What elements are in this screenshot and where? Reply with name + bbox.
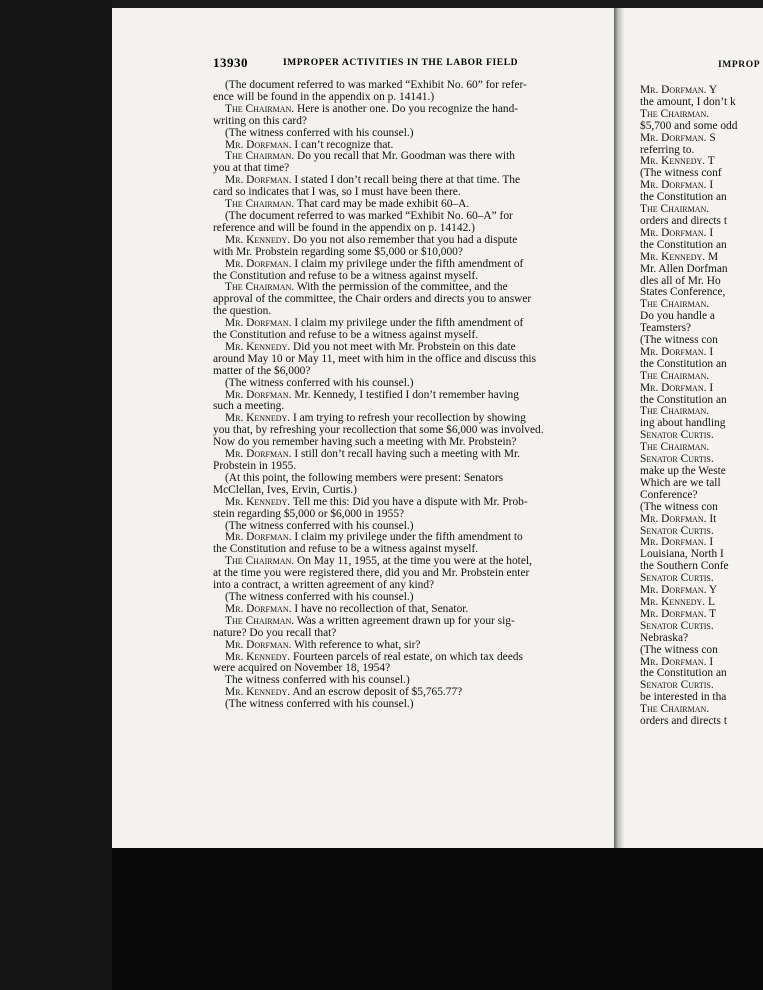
speaker-name: Mr. Dorfman. — [225, 174, 292, 187]
speaker-name: Mr. Dorfman. — [225, 388, 292, 401]
speaker-name: The Chairman. — [225, 150, 295, 163]
line-text: the amount, I don’t k — [640, 95, 736, 108]
line-text: ence will be found in the appendix on p. 14141.) — [213, 90, 435, 103]
line-text: the question. — [213, 305, 272, 318]
left-page-header — [213, 55, 608, 71]
speaker-name: The Chairman. — [225, 281, 295, 294]
line-text: Conference? — [640, 488, 698, 501]
scanner-bottom-margin — [112, 848, 763, 990]
line-text: L — [705, 595, 715, 608]
speaker-name: The Chairman. — [640, 703, 710, 716]
line-text: $5,700 and some odd — [640, 119, 738, 132]
line-text: (The witness conf — [640, 167, 722, 180]
speaker-name: The Chairman. — [640, 203, 710, 216]
line-text: orders and directs t — [640, 715, 727, 728]
line-text: Y — [706, 584, 718, 597]
line-text: It — [706, 512, 717, 525]
line-text: card so indicates that I was, so I must have been there. — [213, 186, 461, 199]
line-text: I — [706, 536, 714, 549]
speaker-name: The Chairman. — [225, 555, 295, 568]
line-text: approval of the committee, the Chair orders and directs you to answer — [213, 293, 532, 306]
speaker-name: Mr. Kennedy. — [225, 340, 291, 353]
line-text: I — [706, 655, 714, 668]
line-text: I — [706, 381, 714, 394]
line-text: Probstein in 1955. — [213, 460, 297, 472]
speaker-name: Mr. Dorfman. — [640, 536, 707, 549]
line-text: ing about handling — [640, 417, 726, 430]
scanner-left-margin — [0, 0, 112, 990]
line-text: I — [706, 179, 714, 192]
line-text: T — [706, 607, 717, 620]
speaker-name: Mr. Kennedy. — [225, 650, 291, 663]
speaker-name: Mr. Dorfman. — [640, 512, 707, 525]
line-text: the Constitution and refuse to be a witness against myself. — [213, 543, 479, 556]
line-text: Do you recall that Mr. Goodman was there with — [294, 150, 515, 163]
line-text: I stated I don’t recall being there at that time. The — [291, 174, 521, 187]
line-text: into a contract, a written agreement of any kind? — [213, 579, 435, 592]
speaker-name: The Chairman. — [640, 107, 710, 120]
right-page-text — [640, 85, 763, 728]
speaker-name: Mr. Dorfman. — [225, 257, 292, 270]
speaker-name: Mr. Dorfman. — [640, 655, 707, 668]
line-text: Do you handle a — [640, 310, 715, 323]
speaker-name: Mr. Dorfman. — [640, 345, 707, 358]
line-text: I still don’t recall having such a meeting with Mr. — [291, 448, 520, 461]
line-text: (The document referred to was marked “Exhibit No. 60–A” for — [225, 209, 513, 222]
line-text: reference and will be found in the appendix on p. 14142.) — [213, 221, 475, 234]
line-text: the Constitution an — [640, 667, 727, 680]
line-text: be interested in tha — [640, 691, 727, 704]
line-text: you that, by refreshing your recollection that some $6,000 was involved. — [213, 424, 544, 437]
line-text: I claim my privilege under the fifth amendment of — [291, 257, 524, 270]
line-text: (The witness conferred with his counsel.) — [225, 698, 414, 711]
speaker-name: Mr. Dorfman. — [640, 226, 707, 239]
line-text: On May 11, 1955, at the time you were at the hotel, — [294, 555, 532, 568]
speaker-name: Senator Curtis. — [640, 453, 714, 466]
line-text: writing on this card? — [213, 114, 307, 127]
line-text: referring to. — [640, 143, 695, 156]
line-text: States Conference, — [640, 286, 726, 299]
speaker-name: Senator Curtis. — [640, 524, 714, 537]
line-text: (The witness conferred with his counsel.) — [225, 376, 414, 389]
speaker-name: Mr. Dorfman. — [225, 317, 292, 330]
line-text: orders and directs t — [640, 214, 727, 227]
line-text: dles all of Mr. Ho — [640, 274, 721, 287]
speaker-name: Mr. Dorfman. — [640, 84, 707, 96]
line-text: Mr. Allen Dorfman — [640, 262, 728, 275]
line-text: And an escrow deposit of $5,765.77? — [290, 686, 463, 699]
line-text: (The witness conferred with his counsel.) — [225, 590, 414, 603]
line-text: (The witness con — [640, 500, 718, 513]
speaker-name: The Chairman. — [640, 405, 710, 418]
line-text: Did you not meet with Mr. Probstein on this date — [290, 340, 516, 353]
line-text: make up the Weste — [640, 465, 726, 477]
line-text: the Constitution an — [640, 238, 727, 251]
text-line — [213, 699, 608, 711]
line-text: (At this point, the following members were present: Senators — [225, 471, 504, 484]
speaker-name: Mr. Kennedy. — [640, 595, 706, 608]
speaker-name: The Chairman. — [640, 298, 710, 311]
speaker-name: The Chairman. — [225, 614, 295, 627]
line-text: M — [705, 250, 719, 263]
line-text: I claim my privilege under the fifth amendment to — [291, 531, 523, 544]
line-text: such a meeting. — [213, 400, 285, 413]
line-text: Fourteen parcels of real estate, on which tax deeds — [290, 650, 523, 663]
line-text: (The witness conferred with his counsel.) — [225, 519, 414, 532]
line-text: you at that time? — [213, 162, 290, 175]
line-text: (The document referred to was marked “Exhibit No. 60” for refer- — [225, 79, 527, 91]
line-text: With the permission of the committee, and the — [294, 281, 508, 294]
line-text: Teamsters? — [640, 322, 692, 335]
line-text: Mr. Kennedy, I testified I don’t remember having — [291, 388, 519, 401]
line-text: Nebraska? — [640, 631, 689, 644]
speaker-name: Senator Curtis. — [640, 572, 714, 585]
speaker-name: Senator Curtis. — [640, 619, 714, 632]
book-gutter — [614, 8, 624, 848]
running-head-right: IMPROP — [718, 60, 761, 70]
text-line — [213, 294, 608, 306]
speaker-name: Mr. Kennedy. — [640, 250, 706, 263]
speaker-name: The Chairman. — [225, 198, 295, 211]
speaker-name: Mr. Kennedy. — [225, 233, 291, 246]
speaker-name: Senator Curtis. — [640, 429, 714, 442]
line-text: at the time you were registered there, did you and Mr. Probstein enter — [213, 567, 530, 580]
line-text: I — [706, 345, 714, 358]
page-number: 13930 — [213, 55, 248, 70]
speaker-name: Mr. Kennedy. — [225, 686, 291, 699]
speaker-name: Mr. Dorfman. — [640, 607, 707, 620]
running-head-left: IMPROPER ACTIVITIES IN THE LABOR FIELD — [283, 58, 519, 68]
line-text: matter of the $6,000? — [213, 364, 311, 377]
scanner-top-edge — [112, 0, 763, 8]
speaker-name: Mr. Kennedy. — [225, 495, 291, 508]
speaker-name: Mr. Dorfman. — [640, 131, 707, 144]
line-text: I can’t recognize that. — [291, 138, 394, 151]
left-page-text — [213, 80, 608, 711]
line-text: That card may be made exhibit 60–A. — [294, 198, 470, 211]
line-text: Was a written agreement drawn up for your sig- — [294, 614, 515, 627]
line-text: were acquired on November 18, 1954? — [213, 662, 391, 675]
line-text: (The witness con — [640, 334, 718, 347]
line-text: I claim my privilege under the fifth amendment of — [291, 317, 524, 330]
line-text: with Mr. Probstein regarding some $5,000 or $10,000? — [213, 245, 463, 258]
line-text: McClellan, Ives, Ervin, Curtis.) — [213, 483, 357, 496]
speaker-name: The Chairman. — [640, 441, 710, 454]
line-text: the Constitution and refuse to be a witness against myself. — [213, 329, 479, 342]
speaker-name: Mr. Dorfman. — [225, 448, 292, 461]
line-text: Y — [706, 84, 718, 96]
line-text: T — [705, 155, 715, 168]
speaker-name: Senator Curtis. — [640, 679, 714, 692]
line-text: I — [706, 226, 714, 239]
line-text: S — [706, 131, 716, 144]
speaker-name: Mr. Dorfman. — [225, 531, 292, 544]
line-text: Here is another one. Do you recognize the hand- — [294, 102, 519, 115]
line-text: the Constitution an — [640, 393, 727, 406]
line-text: Which are we tall — [640, 476, 721, 489]
line-text: I have no recollection of that, Senator. — [291, 602, 469, 615]
line-text: (The witness conferred with his counsel.) — [225, 126, 414, 139]
text-line — [640, 716, 763, 728]
line-text: Now do you remember having such a meeting with Mr. Probstein? — [213, 436, 517, 449]
line-text: Tell me this: Did you have a dispute with Mr. Prob- — [290, 495, 528, 508]
line-text: With reference to what, sir? — [291, 638, 421, 651]
line-text: the Southern Confe — [640, 560, 729, 573]
line-text: stein regarding $5,000 or $6,000 in 1955? — [213, 507, 405, 520]
line-text: around May 10 or May 11, meet with him in the office and discuss this — [213, 352, 536, 365]
line-text: The witness conferred with his counsel.) — [225, 674, 410, 687]
line-text: the Constitution an — [640, 191, 727, 204]
line-text: the Constitution and refuse to be a witness against myself. — [213, 269, 479, 282]
speaker-name: Mr. Dorfman. — [225, 602, 292, 615]
speaker-name: Mr. Dorfman. — [640, 584, 707, 597]
line-text: I am trying to refresh your recollection by showing — [290, 412, 526, 425]
speaker-name: Mr. Dorfman. — [225, 138, 292, 151]
speaker-name: Mr. Dorfman. — [225, 638, 292, 651]
line-text: nature? Do you recall that? — [213, 626, 337, 639]
speaker-name: The Chairman. — [640, 369, 710, 382]
speaker-name: The Chairman. — [225, 102, 295, 115]
line-text: Louisiana, North I — [640, 548, 724, 561]
speaker-name: Mr. Dorfman. — [640, 381, 707, 394]
speaker-name: Mr. Dorfman. — [640, 179, 707, 192]
speaker-name: Mr. Kennedy. — [225, 412, 291, 425]
speaker-name: Mr. Kennedy. — [640, 155, 706, 168]
line-text: the Constitution an — [640, 357, 727, 370]
line-text: (The witness con — [640, 643, 718, 656]
line-text: Do you not also remember that you had a dispute — [290, 233, 518, 246]
